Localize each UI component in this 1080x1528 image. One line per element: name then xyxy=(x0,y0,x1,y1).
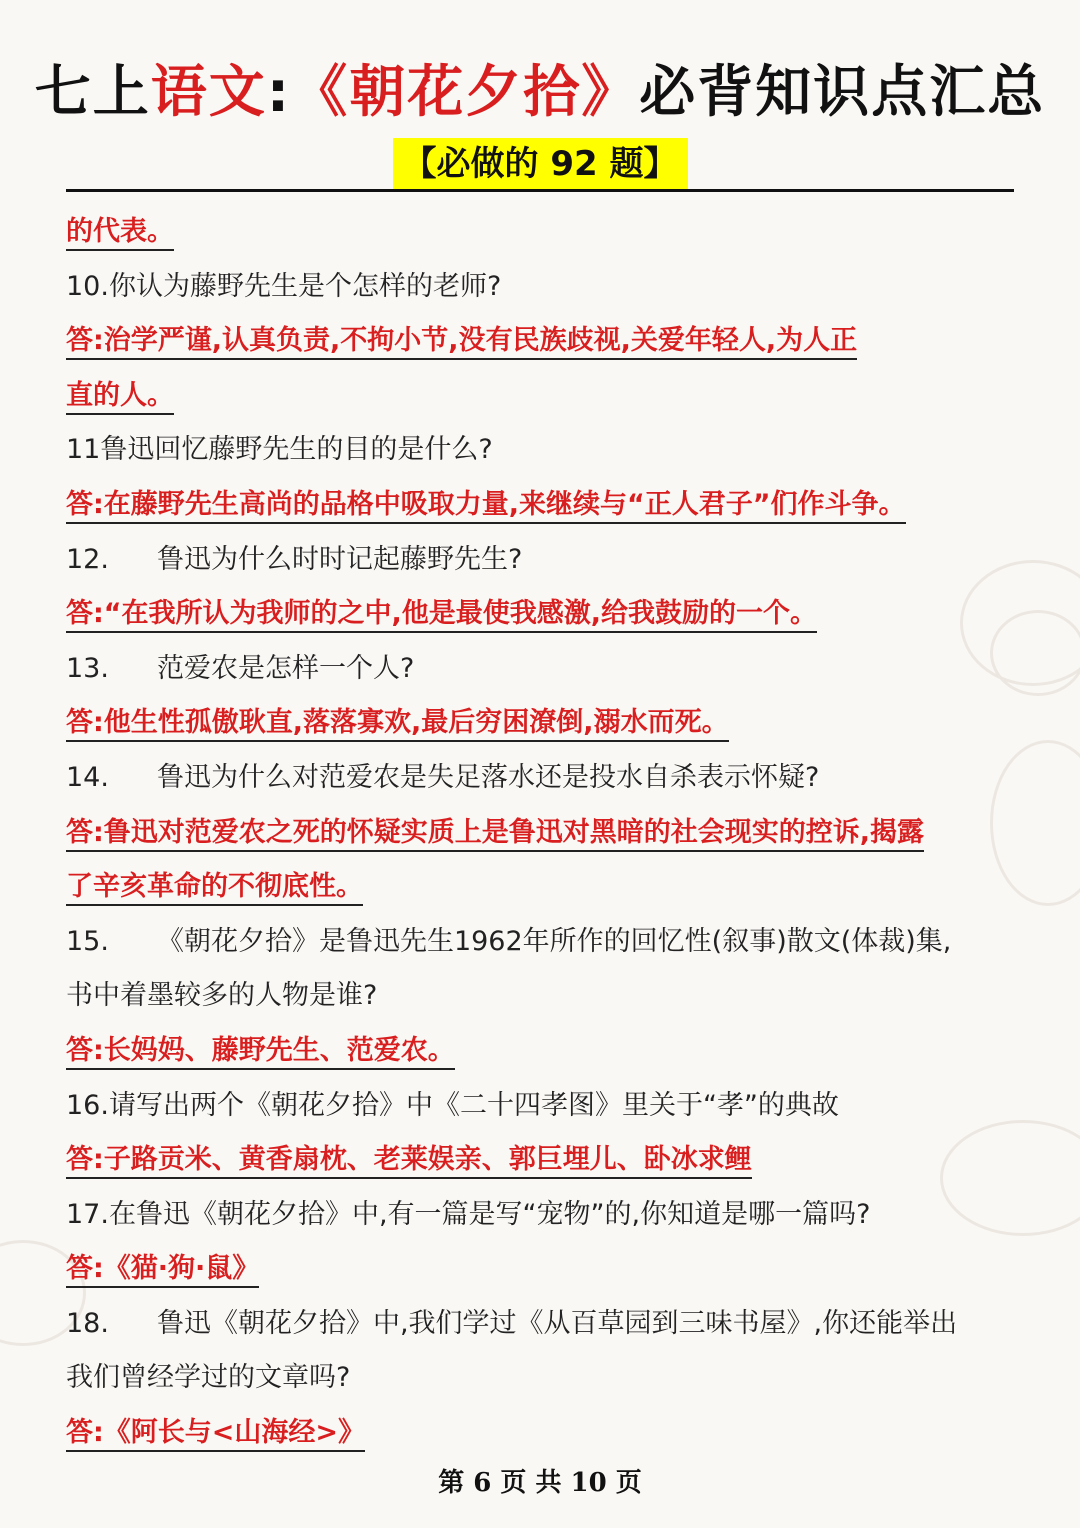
answer-text: 答:在藤野先生高尚的品格中吸取力量,来继续与“正人君子”们作斗争。 xyxy=(66,489,906,524)
question-line xyxy=(66,751,1016,806)
question-line xyxy=(66,1188,1016,1243)
question-text: 鲁迅为什么对范爱农是失足落水还是投水自杀表示怀疑? xyxy=(156,761,820,793)
question-text: 《朝花夕拾》是鲁迅先生1962年所作的回忆性(叙事)散文(体裁)集, xyxy=(156,925,952,957)
header-divider xyxy=(66,189,1014,192)
qa-list xyxy=(66,205,1016,1461)
question-line xyxy=(66,1351,1016,1406)
question-number: 13. xyxy=(66,652,109,684)
page-number: 第 6 页 共 10 页 xyxy=(438,1468,642,1498)
title-text: 七上 xyxy=(34,60,151,125)
answer-line xyxy=(66,1133,1016,1188)
answer-text: 答:鲁迅对范爱农之死的怀疑实质上是鲁迅对黑暗的社会现实的控诉,揭露 xyxy=(66,817,924,852)
answer-text: 答:他生性孤傲耿直,落落寡欢,最后穷困潦倒,溺水而死。 xyxy=(66,707,729,742)
question-line xyxy=(66,1079,1016,1134)
answer-text: 答:子路贡米、黄香扇枕、老莱娱亲、郭巨埋儿、卧冰求鲤 xyxy=(66,1144,752,1179)
answer-line xyxy=(66,587,1016,642)
answer-text: 答:治学严谨,认真负责,不拘小节,没有民族歧视,关爱年轻人,为人正 xyxy=(66,325,857,360)
title-text: 语文 xyxy=(150,60,267,125)
title-text: 必背知识点汇总 xyxy=(639,60,1046,125)
question-line xyxy=(66,915,1016,970)
question-number: 18. xyxy=(66,1307,109,1339)
question-text: 我们曾经学过的文章吗? xyxy=(66,1362,351,1394)
question-text: 鲁迅《朝花夕拾》中,我们学过《从百草园到三味书屋》,你还能举出 xyxy=(156,1307,958,1339)
answer-line xyxy=(66,696,1016,751)
question-text: 10.你认为藤野先生是个怎样的老师? xyxy=(66,270,502,302)
answer-line xyxy=(66,860,1016,915)
answer-line xyxy=(66,205,1016,260)
answer-line xyxy=(66,1406,1016,1461)
subtitle-badge: 【必做的 92 题】 xyxy=(393,138,688,190)
question-line xyxy=(66,260,1016,315)
answer-line xyxy=(66,806,1016,861)
answer-line xyxy=(66,478,1016,533)
question-text: 17.在鲁迅《朝花夕拾》中,有一篇是写“宠物”的,你知道是哪一篇吗? xyxy=(66,1198,871,1230)
answer-text: 直的人。 xyxy=(66,380,174,415)
question-line xyxy=(66,1297,1016,1352)
title-text: : xyxy=(266,60,292,125)
answer-text: 答:“在我所认为我师的之中,他是最使我感激,给我鼓励的一个。 xyxy=(66,598,817,633)
answer-line xyxy=(66,314,1016,369)
answer-text: 答:《猫·狗·鼠》 xyxy=(66,1253,259,1288)
question-line xyxy=(66,642,1016,697)
page-title xyxy=(0,58,1080,128)
answer-line xyxy=(66,1024,1016,1079)
question-number: 15. xyxy=(66,925,109,957)
question-text: 16.请写出两个《朝花夕拾》中《二十四孝图》里关于“孝”的典故 xyxy=(66,1089,839,1121)
question-text: 鲁迅为什么时时记起藤野先生? xyxy=(156,543,523,575)
answer-text: 了辛亥革命的不彻底性。 xyxy=(66,871,363,906)
answer-line xyxy=(66,369,1016,424)
question-number: 14. xyxy=(66,761,109,793)
answer-text: 的代表。 xyxy=(66,216,174,251)
answer-text: 答:《阿长与<山海经>》 xyxy=(66,1417,365,1452)
question-text: 书中着墨较多的人物是谁? xyxy=(66,980,378,1012)
question-text: 11鲁迅回忆藤野先生的目的是什么? xyxy=(66,434,493,466)
question-number: 12. xyxy=(66,543,109,575)
question-line xyxy=(66,533,1016,588)
title-text: 《朝花夕拾》 xyxy=(291,60,640,125)
answer-line xyxy=(66,1242,1016,1297)
answer-text: 答:长妈妈、藤野先生、范爱农。 xyxy=(66,1035,455,1070)
question-line xyxy=(66,969,1016,1024)
question-line xyxy=(66,423,1016,478)
question-text: 范爱农是怎样一个人? xyxy=(156,652,415,684)
